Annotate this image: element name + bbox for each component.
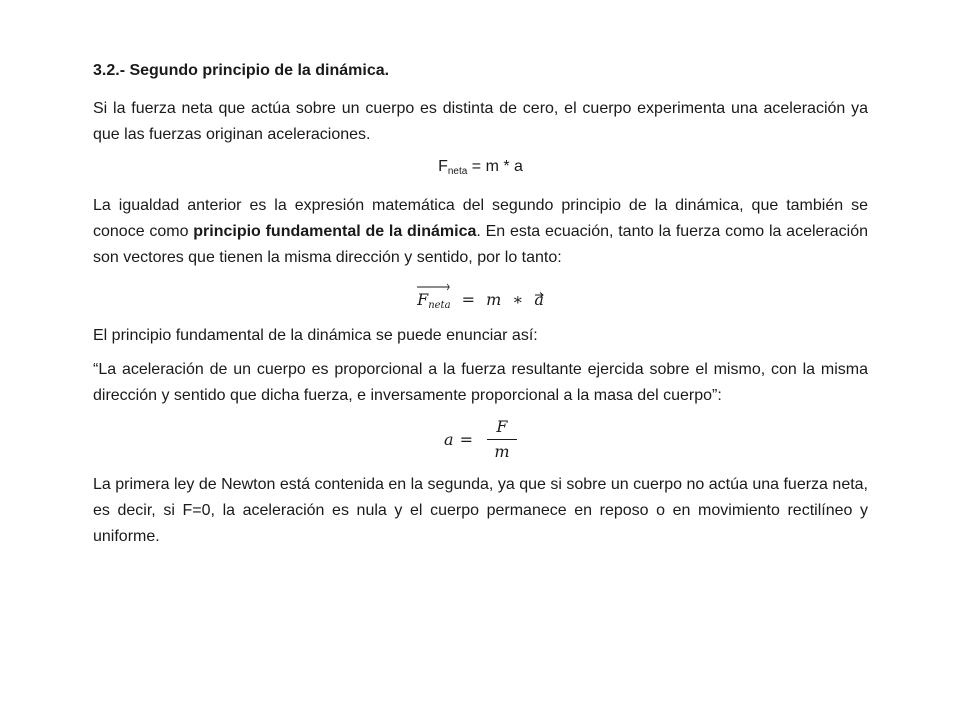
vector-f-neta xyxy=(417,289,450,317)
fraction-denominator: m xyxy=(494,442,510,461)
paragraph-explanation-start: La igualdad anterior es la expresión matemática del segundo principio de la dinámica, que también se conoce como xyxy=(93,197,868,240)
document-page xyxy=(93,60,868,558)
vector-a xyxy=(534,289,544,311)
vector-f-subscript: neta xyxy=(428,300,451,311)
formula-fraction xyxy=(93,417,868,462)
vector-mass: m xyxy=(486,290,502,309)
formula-vector xyxy=(93,279,868,313)
vector-arrow-icon xyxy=(417,283,450,291)
vector-a-arrow-icon xyxy=(535,282,544,288)
paragraph-explanation xyxy=(93,193,868,271)
formula-scalar-rest: = m * a xyxy=(467,158,523,175)
paragraph-intro: Si la fuerza neta que actúa sobre un cuerpo es distinta de cero, el cuerpo experimenta una aceleración ya que las fuerzas originan aceleraciones. xyxy=(93,100,868,143)
fraction-numerator: F xyxy=(496,417,508,436)
fraction xyxy=(487,417,517,462)
formula-scalar-base: F xyxy=(438,158,448,175)
vector-equals: = xyxy=(461,290,476,309)
paragraph-quote: “La aceleración de un cuerpo es proporcional a la fuerza resultante ejercida sobre el mismo, con la misma dirección y sentido que dicha fuerza, e inversamente proporcional a la masa del cuerpo”: xyxy=(93,361,868,404)
vector-a-base: a xyxy=(534,290,544,309)
vector-f-base: F xyxy=(417,290,429,309)
paragraph-explanation-bold: principio fundamental de la dinámica xyxy=(193,223,477,240)
formula-scalar-subscript: neta xyxy=(447,166,468,177)
paragraph-newton-first-law: La primera ley de Newton está contenida en la segunda, ya que si sobre un cuerpo no actúa una fuerza neta, es decir, si F=0, la aceleración es nula y el cuerpo permanece en reposo o en movimiento rectilíneo y uniforme. xyxy=(93,476,868,545)
fraction-equals: = xyxy=(459,430,473,449)
paragraph-explanation-end: . En esta ecuación, tanto la fuerza como la aceleración son vectores que tienen la misma dirección y sentido, por lo tanto: xyxy=(93,223,869,266)
fraction-lhs: a xyxy=(444,430,454,449)
section-heading: 3.2.- Segundo principio de la dinámica. xyxy=(93,62,390,79)
paragraph-statement-intro: El principio fundamental de la dinámica se puede enunciar así: xyxy=(93,327,538,344)
vector-times: ∗ xyxy=(512,290,524,309)
formula-scalar xyxy=(93,156,868,183)
